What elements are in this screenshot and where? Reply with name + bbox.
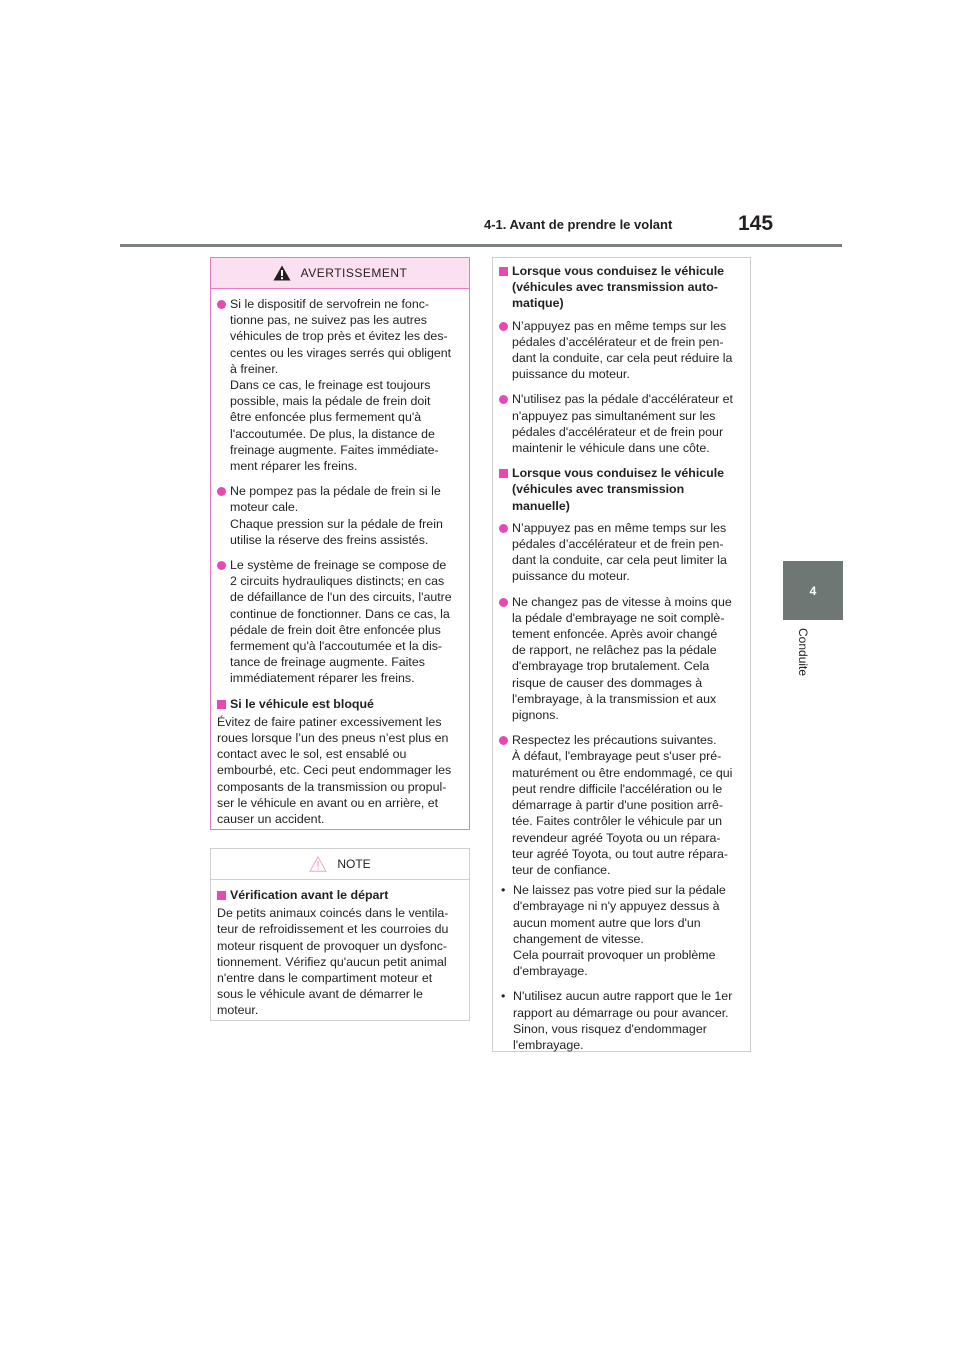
bullet-dot-icon [217,487,226,496]
bullet-item [499,988,742,1053]
warning-item-text: Ne pompez pas la pédale de frein si le moteur cale. Chaque pression sur la pédale de frein utilise la réserve des freins assistés. [230,484,443,547]
note-paragraph: De petits animaux coincés dans le ventila- teur de refroidissement et les courroies du moteur risquent de provoquer un dysfonc- tionnement. Vérifiez qu'aucun petit animal n'entre dans le compartiment moteur et sous le véhicule avant de démarrer le moteur. [217,906,449,1018]
warning-triangle-icon [273,265,291,281]
precautions-box [492,257,751,1052]
precaution-item [499,520,742,585]
warning-subheading [217,696,461,712]
square-marker-icon [217,700,226,709]
warning-title: AVERTISSEMENT [300,266,408,280]
note-content [211,880,469,1019]
warning-paragraph: Évitez de faire patiner excessivement les roues lorsque l’un des pneus n’est plus en contact avec le sol, est ensablé ou embourbé, etc. Ceci peut endommager les composants de la transmission ou propul- ser le véhicule en avant ou en arrière, et causer un accident. [217,714,452,827]
section-title: 4-1. Avant de prendre le volant [484,217,673,232]
warning-content [211,289,469,827]
precautions-content [493,258,750,1053]
bullet-dot-icon [217,300,226,309]
note-subheading [217,887,461,903]
manual-subheading [499,465,742,514]
precaution-item-text: N’appuyez pas en même temps sur les pédales d’accélérateur et de frein pen- dant la conduite, car cela peut réduire la puissance du moteur. [512,318,733,382]
bullet-dot-icon [499,598,508,607]
bullet-dot-icon [217,561,226,570]
square-marker-icon [217,891,226,900]
automatic-subheading-text: Lorsque vous conduisez le véhicule (véhicules avec transmission auto- matique) [512,264,725,311]
warning-item-text: Le système de freinage se compose de 2 circuits hydrauliques distincts; en cas de défaillance de l'un des circuits, l'autre continue de fonctionner. Dans ce cas, la pédale de frein doit être enfoncée plus fermement qu'à l'accoutumée et la dis- tance de freinage augmente. Faites immédiatement réparer les freins. [230,558,452,686]
manual-subheading-text: Lorsque vous conduisez le véhicule (véhicules avec transmission manuelle) [512,466,725,513]
note-header [211,849,469,880]
precaution-item [499,318,742,383]
bullet-symbol: • [501,989,506,1004]
note-box [210,848,470,1021]
precaution-item-text: Respectez les précautions suivantes. À défaut, l'embrayage peut s'user pré- maturément ou être endommagé, ce qui peut rendre difficile l'accélération ou le démarrage à partir d'une position arrê- tée. Faites contrôler le véhicule par un revendeur agréé Toyota ou un répara- teur agréé Toyota, ou tout autre répara- teur de confiance. [512,733,733,877]
square-marker-icon [499,469,508,478]
bullet-item-text: N'utilisez aucun autre rapport que le 1er rapport au démarrage ou pour avancer. Sinon, vous risquez d'endommager l'embrayage. [513,989,733,1052]
precaution-item [499,391,742,456]
caution-triangle-icon [309,856,327,872]
chapter-label [796,628,810,688]
warning-subheading-text: Si le véhicule est bloqué [230,696,374,711]
precaution-item [499,732,742,878]
header-divider [120,244,842,247]
square-marker-icon [499,267,508,276]
precaution-item-text: N’appuyez pas en même temps sur les pédales d’accélérateur et de frein pen- dant la conduite, car cela peut limiter la puissance du moteur. [512,520,727,584]
bullet-item [499,882,742,979]
precaution-item-text: N'utilisez pas la pédale d'accélérateur et n'appuyez pas simultanément sur les pédales d'accélérateur et de frein pour maintenir le véhicule dans une côte. [512,392,734,456]
warning-box [210,257,470,830]
warning-item-text: Si le dispositif de servofrein ne fonc- tionne pas, ne suivez pas les autres véhicules de trop près et évitez les des- centes ou les virages serrés qui obligent à freiner. Dans ce cas, le freinage est toujours possible, mais la pédale de frein doit être enfoncée plus fermement qu'à l'accoutumée. De plus, la distance de freinage augmente. Faites immédiate- ment réparer les freins. [230,297,452,474]
note-title: NOTE [337,857,371,871]
chapter-label-text: Conduite [796,628,810,677]
bullet-item-text: Ne laissez pas votre pied sur la pédale d'embrayage ni n'y appuyez dessus à aucun moment autre que lors d'un changement de vitesse. Cela pourrait provoquer un problème d'embrayage. [513,883,726,979]
warning-item [217,557,461,687]
warning-header [211,258,469,289]
bullet-dot-icon [499,736,508,745]
precaution-item [499,594,742,724]
note-subheading-text: Vérification avant le départ [230,888,389,902]
bullet-dot-icon [499,395,508,404]
bullet-symbol: • [501,883,506,898]
warning-item [217,483,461,548]
bullet-dot-icon [499,322,508,331]
page-number: 145 [738,212,774,235]
automatic-subheading [499,263,742,312]
precaution-item-text: Ne changez pas de vitesse à moins que la pédale d'embrayage ne soit complè- tement enfoncée. Après avoir changé de rapport, ne relâchez pas la pédale d'embrayage trop brutalement. Cela risque de causer des dommages à l'embrayage, à la transmission et aux pignons. [512,594,732,723]
warning-item [217,296,461,474]
chapter-tab: 4 [783,561,843,620]
bullet-dot-icon [499,524,508,533]
